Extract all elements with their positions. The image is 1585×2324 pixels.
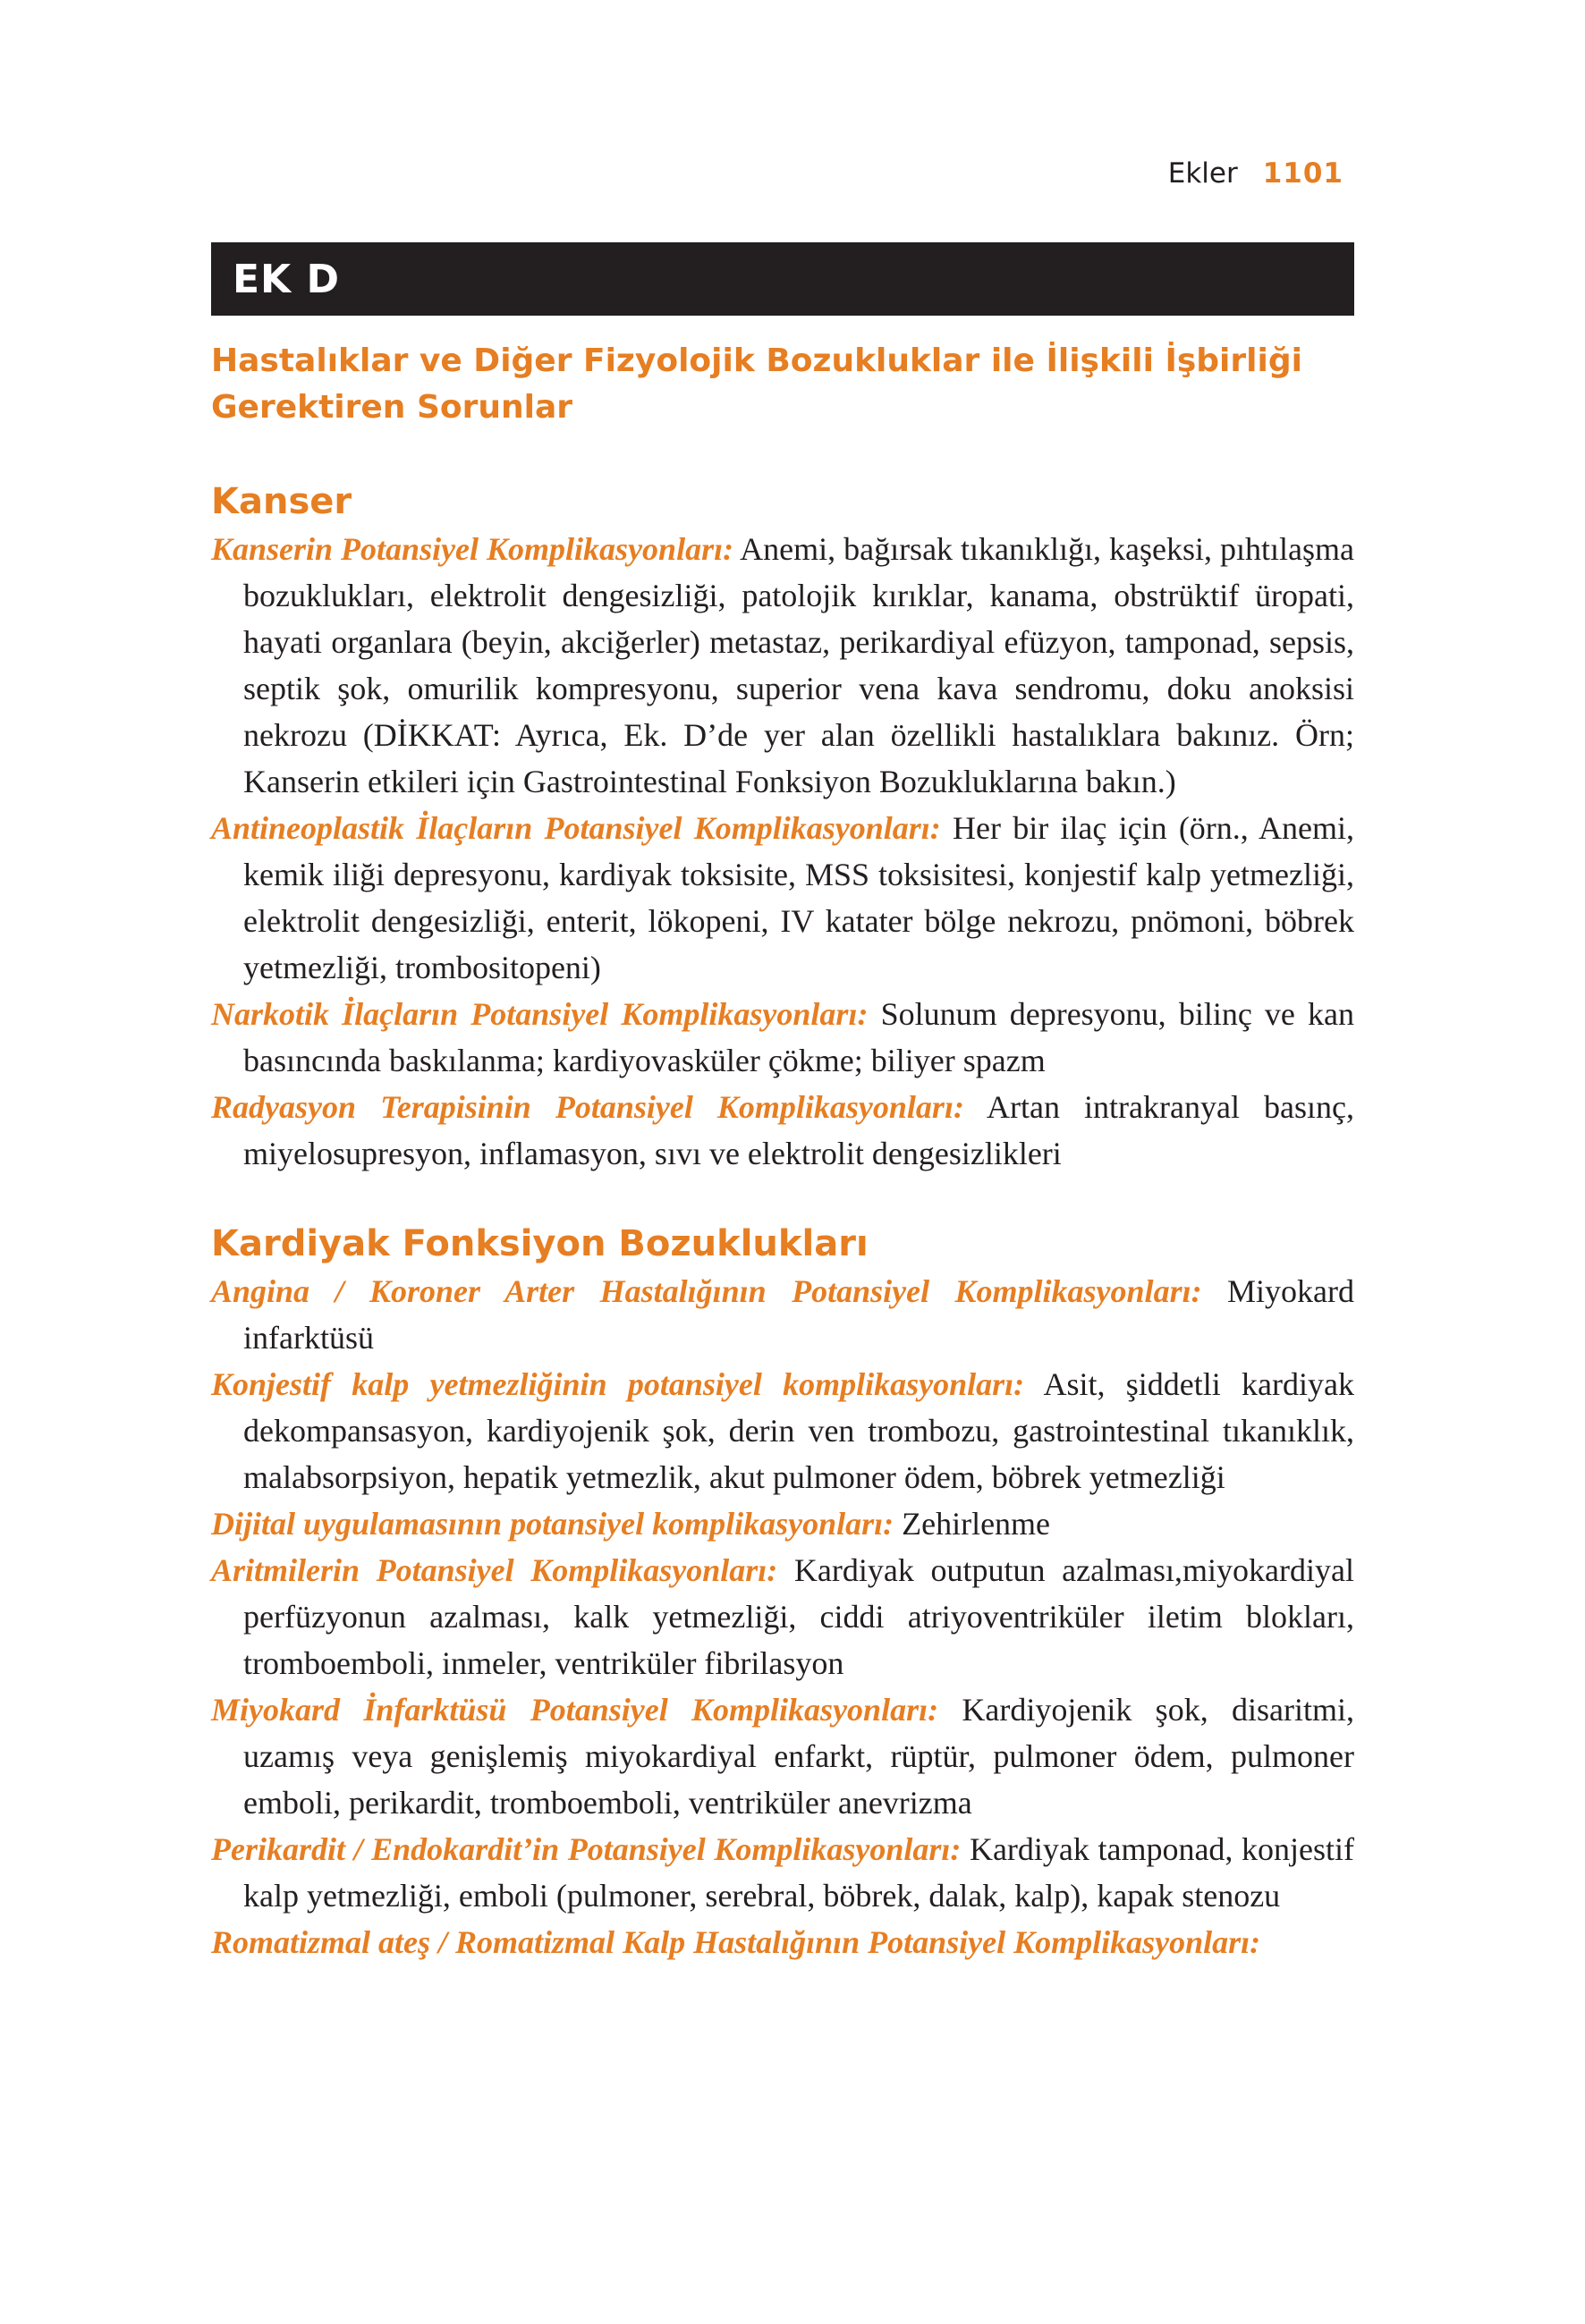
entry-label: Radyasyon Terapisinin Potansiyel Komplikasyonları: [211, 1089, 964, 1125]
entry [211, 1361, 1354, 1500]
entry-label: Romatizmal ateş / Romatizmal Kalp Hastalığının Potansiyel Komplikasyonları: [211, 1924, 1261, 1960]
entry-label: Narkotik İlaçların Potansiyel Komplikasyonları: [211, 996, 869, 1032]
entry-text: Kardiyak tamponad, konjestif kalp yetmezliği, emboli (pulmoner, serebral, böbrek, dalak, kalp), kapak stenozu [243, 1831, 1354, 1914]
entry [211, 1686, 1354, 1826]
entry [211, 991, 1354, 1084]
section-kardiyak [211, 1220, 1354, 1965]
entry-text: Anemi, bağırsak tıkanıklığı, kaşeksi, pıhtılaşma bozuklukları, elektrolit dengesizliği, patolojik kırıklar, kanama, obstrüktif üropati, hayati organlara (beyin, akciğerler) metastaz, perikardiyal efüzyon, tamponad, sepsis, septik şok, omurilik kompresyonu, superior vena kava sendromu, doku anoksisi nekrozu (DİKKAT: Ayrıca, Ek. D’de yer alan özellikli hastalıklara bakınız. Örn; Kanserin etkileri için Gastrointestinal Fonksiyon Bozukluklarına bakın.) [243, 531, 1355, 799]
appendix-subtitle: Hastalıklar ve Diğer Fizyolojik Bozukluklar ile İlişkili İşbirliği Gerektiren Sorunlar [211, 342, 1302, 426]
entry [211, 1826, 1354, 1919]
page-number: 1101 [1262, 157, 1343, 190]
entry [211, 1919, 1354, 1965]
entry [211, 1268, 1354, 1361]
entry-label: Kanserin Potansiyel Komplikasyonları: [211, 531, 734, 567]
appendix-title: EK D [233, 256, 340, 302]
section-heading: Kanser [211, 481, 352, 522]
appendix-title-bar [211, 242, 1354, 316]
entry [211, 526, 1354, 805]
entry-label: Antineoplastik İlaçların Potansiyel Komplikasyonları: [211, 810, 941, 846]
page-content [211, 338, 1354, 1965]
entry-label: Miyokard İnfarktüsü Potansiyel Komplikasyonları: [211, 1692, 939, 1728]
entry-text: Miyokard infarktüsü [243, 1273, 1354, 1356]
entry-label: Perikardit / Endokardit’in Potansiyel Komplikasyonları: [211, 1831, 962, 1867]
running-header-section: Ekler [1167, 157, 1238, 190]
entry-text: Kardiyojenik şok, disaritmi, uzamış veya genişlemiş miyokardiyal enfarkt, rüptür, pulmoner ödem, pulmoner emboli, perikardit, tromboemboli, ventriküler anevrizma [243, 1692, 1354, 1821]
entry-text: Kardiyak outputun azalması,miyokardiyal perfüzyonun azalması, kalk yetmezliği, ciddi atriyoventriküler iletim blokları, tromboemboli, inmeler, ventriküler fibrilasyon [243, 1552, 1354, 1681]
entry-text: Her bir ilaç için (örn., Anemi, kemik iliği depresyonu, kardiyak toksisite, MSS toksisitesi, konjestif kalp yetmezliği, elektrolit dengesizliği, enterit, lökopeni, IV katater bölge nekrozu, pnömoni, böbrek yetmezliği, trombositopeni) [243, 810, 1355, 985]
entry [211, 805, 1354, 991]
entry [211, 1547, 1354, 1686]
running-header [1168, 157, 1343, 190]
entry-label: Konjestif kalp yetmezliğinin potansiyel komplikasyonları: [211, 1366, 1025, 1402]
entry-label: Angina / Koroner Arter Hastalığının Potansiyel Komplikasyonları: [211, 1273, 1202, 1309]
section-heading: Kardiyak Fonksiyon Bozuklukları [211, 1223, 869, 1264]
entry [211, 1500, 1354, 1547]
entry-text: Zehirlenme [902, 1506, 1051, 1542]
entry-label: Dijital uygulamasının potansiyel komplikasyonları: [211, 1506, 894, 1542]
entry-text: Asit, şiddetli kardiyak dekompansasyon, kardiyojenik şok, derin ven trombozu, gastrointestinal tıkanıklık, malabsorpsiyon, hepatik yetmezlik, akut pulmoner ödem, böbrek yetmezliği [243, 1366, 1355, 1495]
entry-text: Artan intrakranyal basınç, miyelosupresyon, inflamasyon, sıvı ve elektrolit dengesizlikleri [243, 1089, 1354, 1171]
entry [211, 1084, 1354, 1177]
entry-text: Solunum depresyonu, bilinç ve kan basıncında baskılanma; kardiyovasküler çökme; biliyer spazm [243, 996, 1355, 1078]
section-kanser [211, 477, 1354, 1177]
entry-label: Aritmilerin Potansiyel Komplikasyonları: [211, 1552, 778, 1588]
